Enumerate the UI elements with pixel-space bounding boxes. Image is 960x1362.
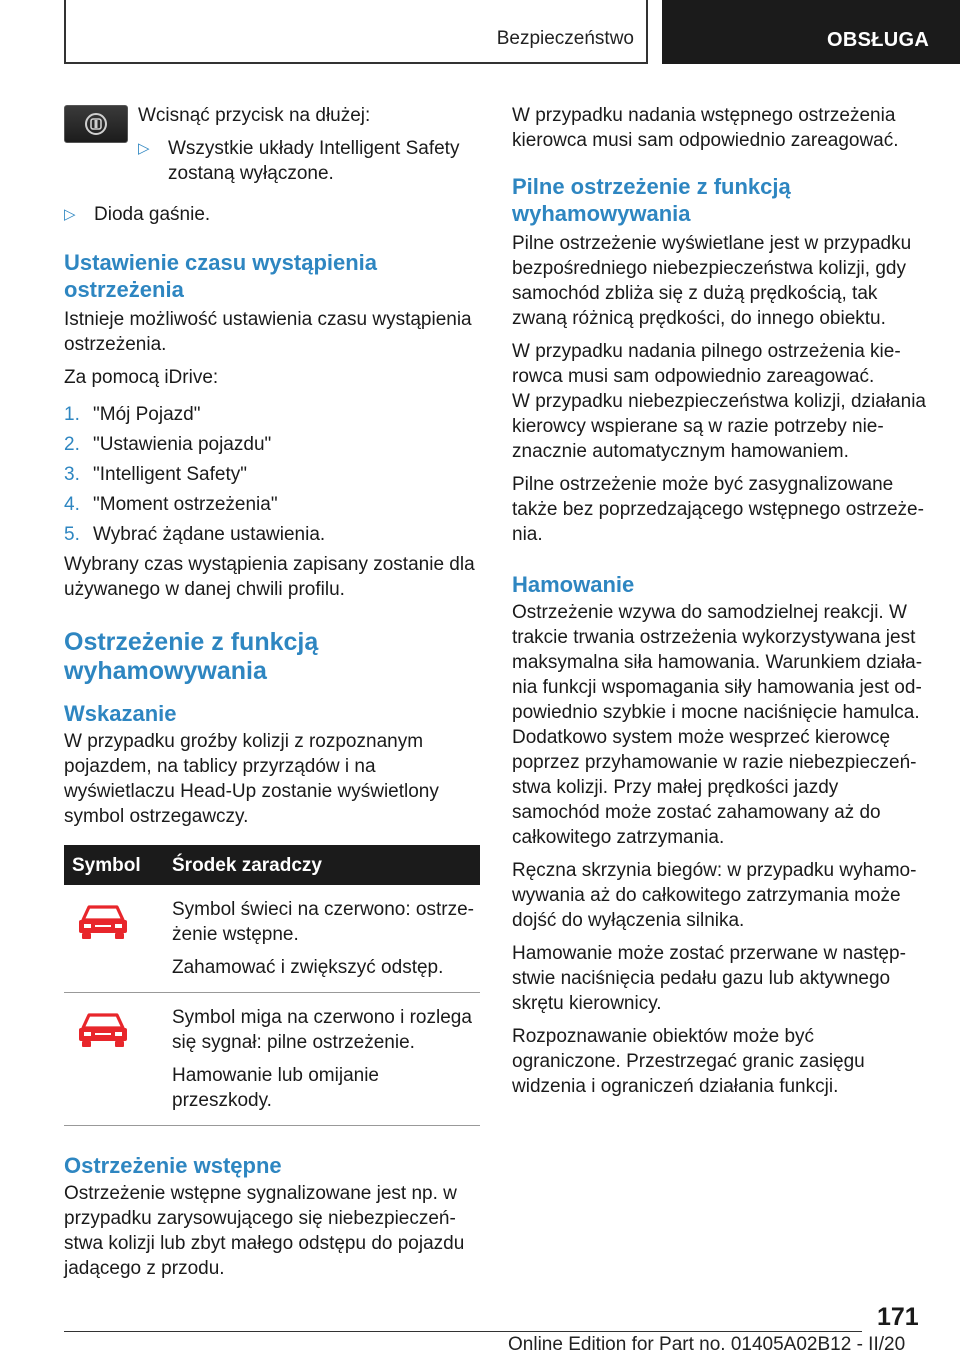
step-text: "Ustawienia pojazdu": [93, 434, 272, 455]
table-row: [64, 885, 480, 993]
column-header-symbol: Symbol: [64, 845, 172, 885]
steps-list: [64, 402, 480, 547]
heading-braking: Hamowanie: [512, 572, 635, 597]
symbol-cell: [64, 885, 172, 993]
list-item: [64, 522, 480, 547]
step-text: "Moment ostrzeżenia": [93, 494, 278, 515]
sub-bullet-text: Wszystkie układy Intelligent Safety zostaną wyłączone.: [168, 138, 460, 184]
bullet-item: [64, 202, 480, 227]
measure-cell: [172, 993, 480, 1126]
text-urgent-1: Pilne ostrzeżenie wyświetlane jest w przypadku bezpośredniego niebezpieczeństwa kolizji, gdy samochód zbliża się z dużą prędkością, tak zwaną różnicą prędkości, do innego obiektu.: [512, 233, 912, 329]
list-item: [64, 462, 480, 487]
table-row: [64, 993, 480, 1126]
text-pre-reaction: W przypadku nadania wstępnego ostrzeżenia kierowca musi sam odpowiednio zareagować.: [512, 105, 899, 151]
heading-pre-warning: Ostrzeżenie wstępne: [64, 1153, 282, 1178]
text-pre-warning: Ostrzeżenie wstępne sygnalizowane jest np. w przypadku zarysowującego się niebezpieczeństwa kolizji lub zbyt małego odstępu do pojazdu jadącego z przodu.: [64, 1183, 465, 1279]
left-column: [64, 103, 480, 1289]
list-item: [64, 432, 480, 457]
intro-row: [64, 103, 480, 194]
symbol-cell: [64, 993, 172, 1126]
safety-button-icon: [83, 111, 109, 137]
column-header-measure: Środek zaradczy: [172, 845, 480, 885]
car-warning-icon: [76, 1011, 130, 1051]
symbol-table: [64, 845, 480, 1126]
text-idrive: Za pomocą iDrive:: [64, 367, 219, 388]
triangle-bullet-icon: ▷: [138, 140, 150, 157]
text-braking-4: Rozpoznawanie obiektów może być ograniczone. Przestrzegać granic zasięgu widzenia i ograniczeń działania funkcji.: [512, 1026, 865, 1097]
list-item: [64, 492, 480, 517]
list-item: [64, 402, 480, 427]
text-urgent-3: Pilne ostrzeżenie może być zasygnalizowane także bez poprzedzającego wstępnego ostrzeżenia.: [512, 474, 924, 545]
measure-cell: [172, 885, 480, 993]
text-urgent-2b: W przypadku niebezpieczeństwa kolizji, działania kierowcy wspierane są w razie potrzeby nieznacznie automatycznym hamowaniem.: [512, 391, 926, 462]
sub-bullet: [138, 136, 480, 186]
text-profile-saved: Wybrany czas wystąpienia zapisany zostanie dla używanego w danej chwili profilu.: [64, 554, 475, 600]
heading-warning-time: Ustawienie czasu wystąpienia ostrzeżenia: [64, 250, 378, 302]
heading-indication: Wskazanie: [64, 701, 177, 726]
text-warning-time: Istnieje możliwość ustawienia czasu wystąpienia ostrzeżenia.: [64, 309, 472, 355]
heading-urgent-warning: Pilne ostrzeżenie z funkcją wyhamowywania: [512, 174, 791, 226]
text-braking-3: Hamowanie może zostać przerwane w następstwie naciśnięcia pedału gazu lub aktywnego skrętu kierownicy.: [512, 943, 906, 1014]
text-braking-2: Ręczna skrzynia biegów: w przypadku wyhamowywania aż do całkowitego zatrzymania może dojść do wyłączenia silnika.: [512, 860, 917, 931]
bullet-text: Dioda gaśnie.: [94, 204, 211, 225]
right-column: [512, 103, 928, 1107]
triangle-bullet-icon: ▷: [64, 206, 76, 223]
chapter-tab: [662, 0, 960, 64]
section-title: Bezpieczeństwo: [496, 28, 634, 49]
measure-text: Symbol świeci na czerwono: ostrzeżenie wstępne.: [172, 899, 474, 945]
text-urgent-2a: W przypadku nadania pilnego ostrzeżenia kierowca musi sam odpowiednio zareagować.: [512, 341, 901, 387]
heading-braking-warning: Ostrzeżenie z funkcją wyhamowywania: [64, 628, 319, 685]
chapter-title: OBSŁUGA: [827, 29, 930, 51]
step-number: 3.: [64, 464, 80, 485]
header-section-box: [64, 0, 648, 64]
table-header-row: [64, 845, 480, 885]
edition-text: Online Edition for Part no. 01405A02B12 - II/20: [508, 1334, 906, 1355]
step-text: "Intelligent Safety": [93, 464, 247, 485]
text-indication: W przypadku groźby kolizji z rozpoznanym pojazdem, na tablicy przyrządów i na wyświetlaczu Head-Up zostanie wyświetlony symbol ostrzegawczy.: [64, 731, 439, 827]
footer-divider: [64, 1331, 862, 1332]
text-braking-1: Ostrzeżenie wzywa do samodzielnej reakcji. W trakcie trwania ostrzeżenia wykorzystywana jest maksymalna siła hamowania. Warunkiem działania funkcji wspomagania siły hamowania jest odpowiednio szybkie i mocne naciśnięcie hamulca. Dodatkowo system może wesprzeć kierowcę poprzez przyhamowanie w razie niebezpieczeństwa kolizji. Przy małej prędkości jazdy samochód może zostać zahamowany aż do całkowitego zatrzymania.: [512, 602, 923, 848]
intro-text: Wcisnąć przycisk na dłużej:: [138, 105, 371, 126]
measure-action: Hamowanie lub omijanie przeszkody.: [172, 1065, 379, 1111]
safety-button-image: [64, 105, 128, 143]
measure-text: Symbol miga na czerwono i rozlega się sygnał: pilne ostrzeżenie.: [172, 1007, 472, 1053]
car-warning-icon: [76, 903, 130, 943]
step-number: 1.: [64, 404, 80, 425]
step-text: Wybrać żądane ustawienia.: [93, 524, 326, 545]
page-number: 171: [877, 1303, 919, 1331]
step-number: 5.: [64, 524, 80, 545]
step-number: 2.: [64, 434, 80, 455]
step-number: 4.: [64, 494, 80, 515]
step-text: "Mój Pojazd": [93, 404, 201, 425]
measure-action: Zahamować i zwiększyć odstęp.: [172, 957, 444, 978]
